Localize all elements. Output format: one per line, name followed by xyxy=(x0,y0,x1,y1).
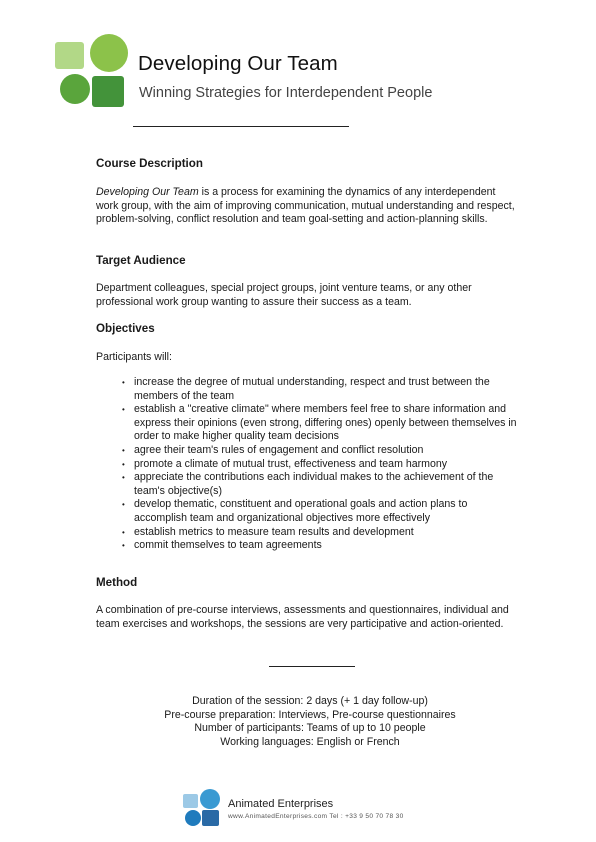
logo-circle-top xyxy=(90,34,128,72)
objective-item: • promote a climate of mutual trust, effectiveness and team harmony xyxy=(122,458,517,472)
logo-circle-bottom xyxy=(60,74,90,104)
target-audience-heading: Target Audience xyxy=(96,254,186,267)
preparation-line: Pre-course preparation: Interviews, Pre-course questionnaires xyxy=(164,708,456,721)
participants-line: Number of participants: Teams of up to 10 people xyxy=(194,722,426,735)
company-name: Animated Enterprises xyxy=(228,798,334,810)
duration-line: Duration of the session: 2 days (+ 1 day follow-up) xyxy=(192,695,428,707)
objective-item: • commit themselves to team agreements xyxy=(122,539,517,553)
session-details xyxy=(100,695,520,749)
page-title: Developing Our Team xyxy=(138,52,338,75)
footer-logo-square-dark xyxy=(202,810,219,826)
footer-logo-circle-bottom xyxy=(185,810,201,826)
footer-logo-square-light xyxy=(183,794,198,808)
course-description-body: is a process for examining the dynamics of any interdependent work group, with the aim of improving communication, mutual understanding and respect, problem-solving, conflict resolution and team goal-setting and action-planning skills. xyxy=(96,186,515,226)
page-subtitle: Winning Strategies for Interdependent People xyxy=(139,85,433,101)
objective-item: • develop thematic, constituent and operational goals and action plans to accomplish team and organizational objectives more effectively xyxy=(122,498,517,525)
objectives-heading: Objectives xyxy=(96,322,155,335)
objective-item: • agree their team's rules of engagement and conflict resolution xyxy=(122,444,517,458)
objective-item: • increase the degree of mutual understanding, respect and trust between the members of the team xyxy=(122,376,517,403)
method-heading: Method xyxy=(96,576,138,589)
method-text: A combination of pre-course interviews, assessments and questionnaires, individual and team exercises and workshops, the sessions are very participative and action-oriented. xyxy=(96,604,509,630)
header-divider xyxy=(133,126,349,127)
objectives-intro: Participants will: xyxy=(96,351,172,363)
team-logo xyxy=(54,33,130,109)
course-description-heading: Course Description xyxy=(96,157,203,170)
target-audience-text: Department colleagues, special project groups, joint venture teams, or any other professional work group wanting to assure their success as a team. xyxy=(96,282,472,308)
languages-line: Working languages: English or French xyxy=(220,735,400,748)
company-contact: www.AnimatedEnterprises.com Tel : +33 9 50 70 78 30 xyxy=(228,813,404,820)
course-description-text xyxy=(96,186,516,227)
footer-logo-circle-top xyxy=(200,789,220,809)
objective-item: • establish metrics to measure team results and development xyxy=(122,526,517,540)
objective-item: • appreciate the contributions each individual makes to the achievement of the team's objective(s) xyxy=(122,471,517,498)
company-logo xyxy=(182,789,222,827)
logo-square-dark xyxy=(92,76,124,107)
logo-square-light xyxy=(55,42,84,69)
objective-item: • establish a "creative climate" where members feel free to share information and express their opinions (even strong, differing ones) openly between themselves in order to make higher quality team decisions xyxy=(122,403,517,444)
course-name-emphasis: Developing Our Team xyxy=(96,186,199,198)
details-divider xyxy=(269,666,355,667)
objectives-list xyxy=(122,376,517,553)
